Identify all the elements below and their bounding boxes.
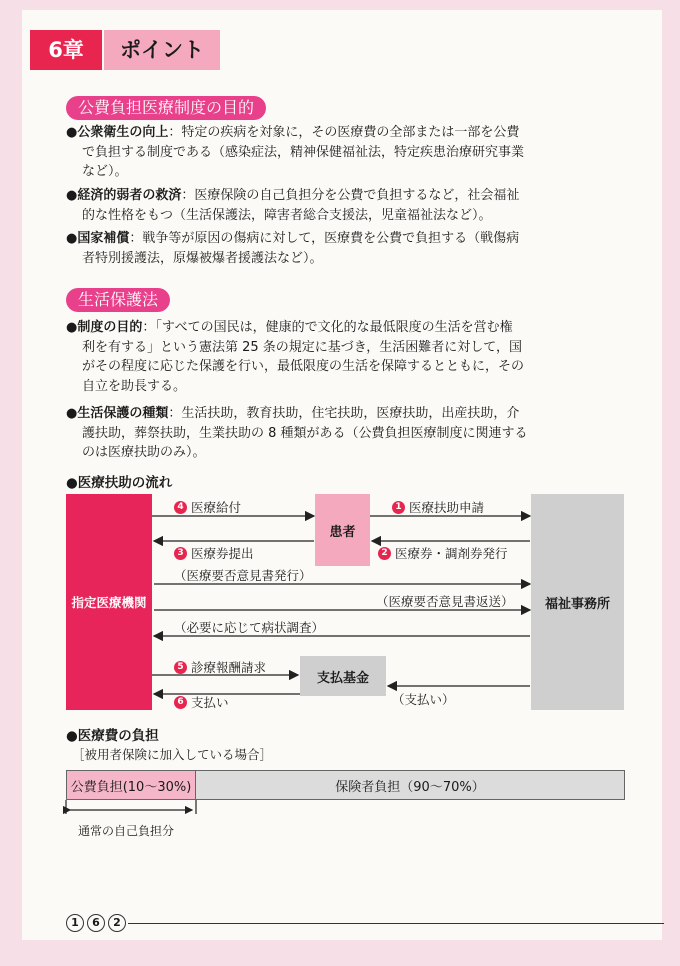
flow-heading: ●医療扶助の流れ <box>66 475 173 491</box>
item-text: のは医療扶助のみ）。 <box>82 445 206 460</box>
item-text: ：特定の疾病を対象に，その医療費の全部または一部を公費 <box>168 125 520 140</box>
item-text: 自立を助長する。 <box>82 378 187 394</box>
item-text: ：生活扶助，教育扶助，住宅扶助，医療扶助，出産扶助，介 <box>168 406 520 421</box>
item-text: 利を有する」という憲法第 25 条の規定に基づき，生活困難者に対して，国 <box>82 339 523 355</box>
step-number-badge: 6 <box>174 696 187 709</box>
item-text: 護扶助，葬祭扶助，生業扶助の 8 種類がある（公費負担医療制度に関連する <box>82 425 528 441</box>
payment-fund-box: 支払基金 <box>300 656 386 696</box>
label-text: 医療扶助申請 <box>409 500 485 515</box>
label-text: 医療券・調剤券発行 <box>395 546 508 561</box>
label-text: 医療券提出 <box>191 546 254 561</box>
self-burden-bracket <box>60 800 205 820</box>
item-text: ：「すべての国民は，健康的で文化的な最低限度の生活を営む権 <box>142 320 513 335</box>
item-heading: ●経済的弱者の救済 <box>66 188 182 203</box>
step-number-badge: 4 <box>174 501 187 514</box>
item-text: など）。 <box>82 164 128 179</box>
page-number-digit: 6 <box>87 914 105 932</box>
item-heading: ●公衆衛生の向上 <box>66 125 169 140</box>
self-burden-label: 通常の自己負担分 <box>78 824 175 838</box>
insurer-burden-bar: 保険者負担（90〜70%） <box>195 770 625 800</box>
label-medical-benefit <box>174 498 241 516</box>
patient-box: 患者 <box>315 494 370 566</box>
item-heading: ●制度の目的 <box>66 320 143 335</box>
burden-heading: ●医療費の負担 <box>66 728 159 744</box>
step-number-badge: 5 <box>174 661 187 674</box>
item-text: 的な性格をもつ（生活保護法，障害者総合支援法，児童福祉法など）。 <box>82 207 492 223</box>
designated-medical-institution-box: 指定医療機関 <box>66 494 152 710</box>
public-burden-bar: 公費負担(10〜30%) <box>66 770 196 800</box>
section-title-livelihood-protection: 生活保護法 <box>66 288 170 312</box>
label-ticket-submission <box>174 544 254 562</box>
step-number-badge: 3 <box>174 547 187 560</box>
label-fee-claim <box>174 658 266 676</box>
page-number-digit: 1 <box>66 914 84 932</box>
burden-condition: ［被用者保険に加入している場合］ <box>72 747 273 762</box>
label-assistance-application <box>392 498 484 516</box>
label-text: 支払い <box>191 695 229 710</box>
item-text: で負担する制度である（感染症法，精神保健福祉法，特定疾患治療研究事業 <box>82 144 525 160</box>
item-text: 者特別援護法，原爆被爆者援護法など）。 <box>82 250 323 266</box>
label-condition-survey: （必要に応じて病状調査） <box>174 620 325 635</box>
label-payment <box>174 693 229 711</box>
welfare-office-box: 福祉事務所 <box>531 494 624 710</box>
footer-rule <box>128 923 664 924</box>
item-heading: ●国家補償 <box>66 231 130 246</box>
item-heading: ●生活保護の種類 <box>66 406 169 421</box>
label-opinion-issue: （医療要否意見書発行） <box>174 568 312 583</box>
item-text: ：医療保険の自己負担分を公費で負担するなど，社会福祉 <box>181 188 520 203</box>
label-ticket-issue <box>378 544 508 562</box>
item-text: ：戦争等が原因の傷病に対して，医療費を公費で負担する（戦傷病 <box>129 231 520 246</box>
label-welfare-payment: （支払い） <box>392 692 455 707</box>
step-number-badge: 2 <box>378 547 391 560</box>
label-text: 診療報酬請求 <box>191 660 267 675</box>
item-text: がその程度に応じた保護を行い，最低限度の生活を保障するとともに，その <box>82 359 525 374</box>
label-opinion-return: （医療要否意見書返送） <box>376 594 514 609</box>
chapter-title: ポイント <box>104 30 220 70</box>
page-number-digit: 2 <box>108 914 126 932</box>
section-title-public-expense: 公費負担医療制度の目的 <box>66 96 266 120</box>
label-text: 医療給付 <box>191 500 242 515</box>
chapter-number: 6章 <box>30 30 102 70</box>
step-number-badge: 1 <box>392 501 405 514</box>
